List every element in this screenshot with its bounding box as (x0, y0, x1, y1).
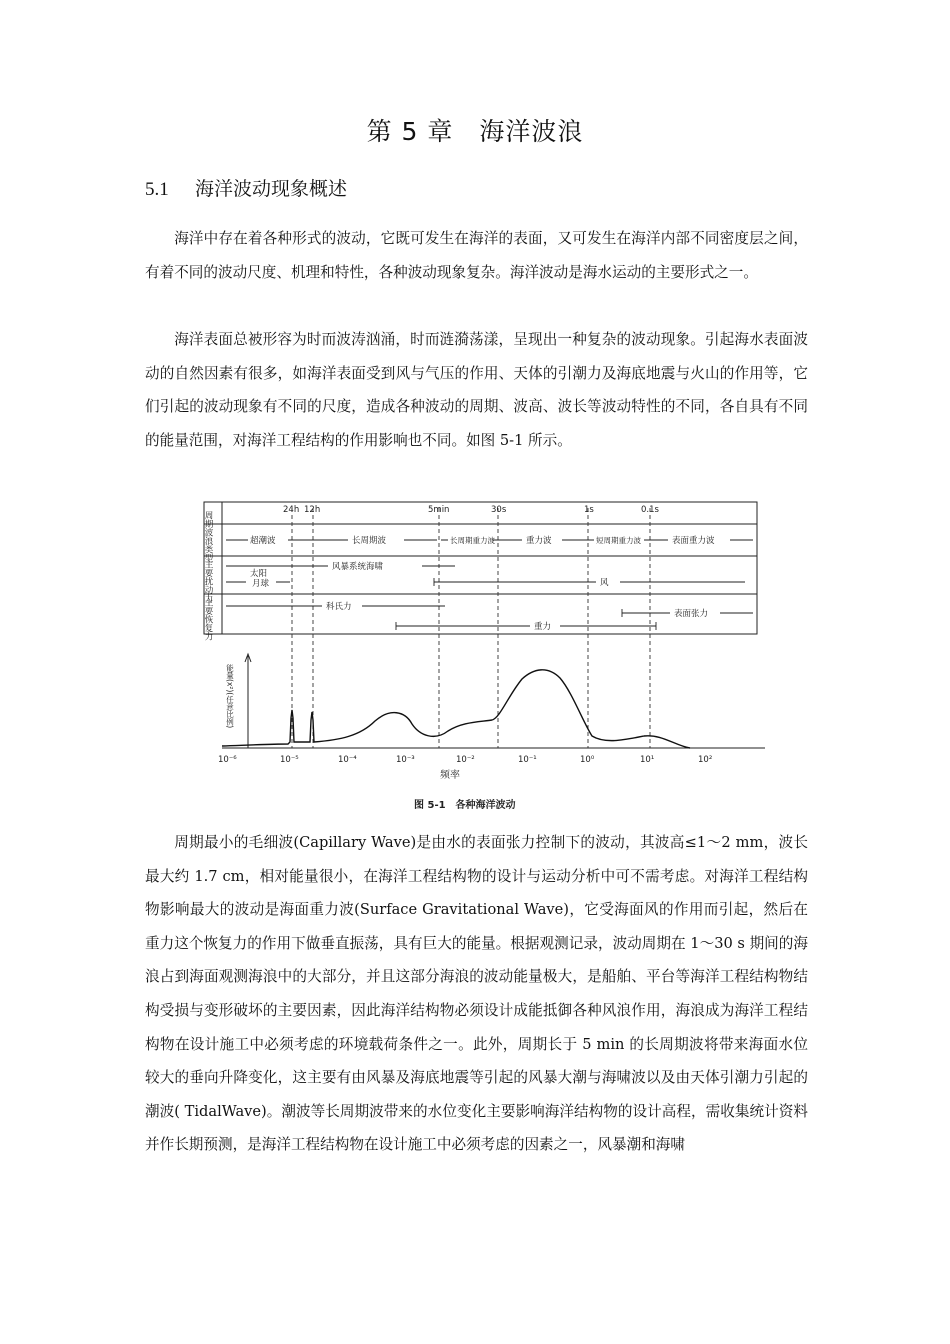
wave-spectrum-diagram (200, 496, 785, 821)
x-tick-7: 10¹ (640, 755, 655, 765)
wave-type-1: 长周期波 (352, 536, 387, 546)
chapter-title: 第 5 章 海洋波浪 (366, 117, 584, 146)
row-label-disturbing: 主要扰动力 (203, 560, 213, 603)
period-label-1s: 1s (584, 505, 594, 515)
wave-type-3: 重力波 (526, 536, 552, 546)
wave-type-5: 表面重力波 (672, 536, 715, 546)
period-label-0.1s: 0.1s (641, 505, 659, 515)
x-axis-label: 频率 (440, 770, 460, 781)
force-sun: 太阳 (250, 569, 268, 579)
wave-type-2: 长周期重力波 (450, 536, 495, 545)
force-wind: 风 (600, 578, 609, 588)
period-label-5min: 5min (428, 505, 450, 515)
figure-ocean-waves (200, 496, 785, 821)
x-tick-3: 10⁻³ (396, 755, 415, 765)
y-axis-label: 能量(x²)(任意比例) (225, 664, 235, 729)
force-moon: 月球 (252, 579, 270, 589)
paragraph-1: 海洋中存在着各种形式的波动，它既可发生在海洋的表面，又可发生在海洋内部不同密度层之间，有着不同的波动尺度、机理和特性，各种波动现象复杂。海洋波动是海水运动的主要形式之一。 (145, 230, 808, 281)
x-tick-8: 10² (698, 755, 713, 765)
x-tick-4: 10⁻² (456, 755, 475, 765)
section-heading (145, 174, 347, 201)
force-storm: 风暴系统海啸 (332, 562, 384, 572)
force-coriolis: 科氏力 (326, 602, 352, 612)
section-number: 5.1 (145, 179, 169, 200)
wave-type-0: 超潮波 (250, 536, 276, 546)
period-label-24h: 24h (283, 505, 300, 515)
x-tick-0: 10⁻⁶ (218, 755, 237, 765)
row-label-restoring: 主要恢复力 (203, 598, 213, 641)
row-label-period: 周期 (203, 511, 213, 528)
x-tick-6: 10⁰ (580, 755, 595, 765)
figure-caption: 图 5-1 各种海洋波动 (414, 800, 516, 811)
row-label-wave-type: 波浪类型 (203, 528, 213, 562)
paragraph-3: 周期最小的毛细波(Capillary Wave)是由水的表面张力控制下的波动，其波高≤1～2 mm，波长最大约 1.7 cm，相对能量很小，在海洋工程结构物的设计与运动分析中可不需考虑。对海洋工程结构物影响最大的波动是海面重力波(Surface Gravitational Wave)，它受海面风的作用而引起，然后在重力这个恢复力的作用下做垂直振荡，具有巨大的能量。根据观测记录，波动周期在 1～30 s 期间的海浪占到海面观测海浪中的大部分，并且这部分海浪的波动能量极大，是船舶、平台等海洋工程结构物结构受损与变形破坏的主要因素，因此海洋结构物必须设计成能抵御各种风浪作用，海浪成为海洋工程结构物在设计施工中必须考虑的环境载荷条件之一。此外，周期长于 5 min 的长周期波将带来海面水位较大的垂向升降变化，这主要有由风暴及海底地震等引起的风暴大潮与海啸波以及由天体引潮力引起的潮波( TidalWave)。潮波等长周期波带来的水位变化主要影响海洋结构物的设计高程，需收集统计资料并作长期预测，是海洋工程结构物在设计施工中必须考虑的因素之一，风暴潮和海啸 (145, 834, 808, 1154)
x-tick-5: 10⁻¹ (518, 755, 537, 765)
energy-curve (222, 670, 690, 748)
x-tick-2: 10⁻⁴ (338, 755, 357, 765)
period-label-12h: 12h (304, 505, 321, 515)
paragraph-2: 海洋表面总被形容为时而波涛汹涌，时而涟漪荡漾，呈现出一种复杂的波动现象。引起海水表面波动的自然因素有很多，如海洋表面受到风与气压的作用、天体的引潮力及海底地震与火山的作用等，它们引起的波动现象有不同的尺度，造成各种波动的周期、波高、波长等波动特性的不同，各自具有不同的能量范围，对海洋工程结构的作用影响也不同。如图 5-1 所示。 (145, 331, 808, 449)
force-gravity: 重力 (534, 622, 552, 632)
section-title: 海洋波动现象概述 (195, 178, 348, 200)
wave-type-4: 短周期重力波 (596, 536, 641, 545)
force-surface-tension: 表面张力 (674, 609, 709, 619)
x-tick-1: 10⁻⁵ (280, 755, 299, 765)
period-label-30s: 30s (491, 505, 507, 515)
